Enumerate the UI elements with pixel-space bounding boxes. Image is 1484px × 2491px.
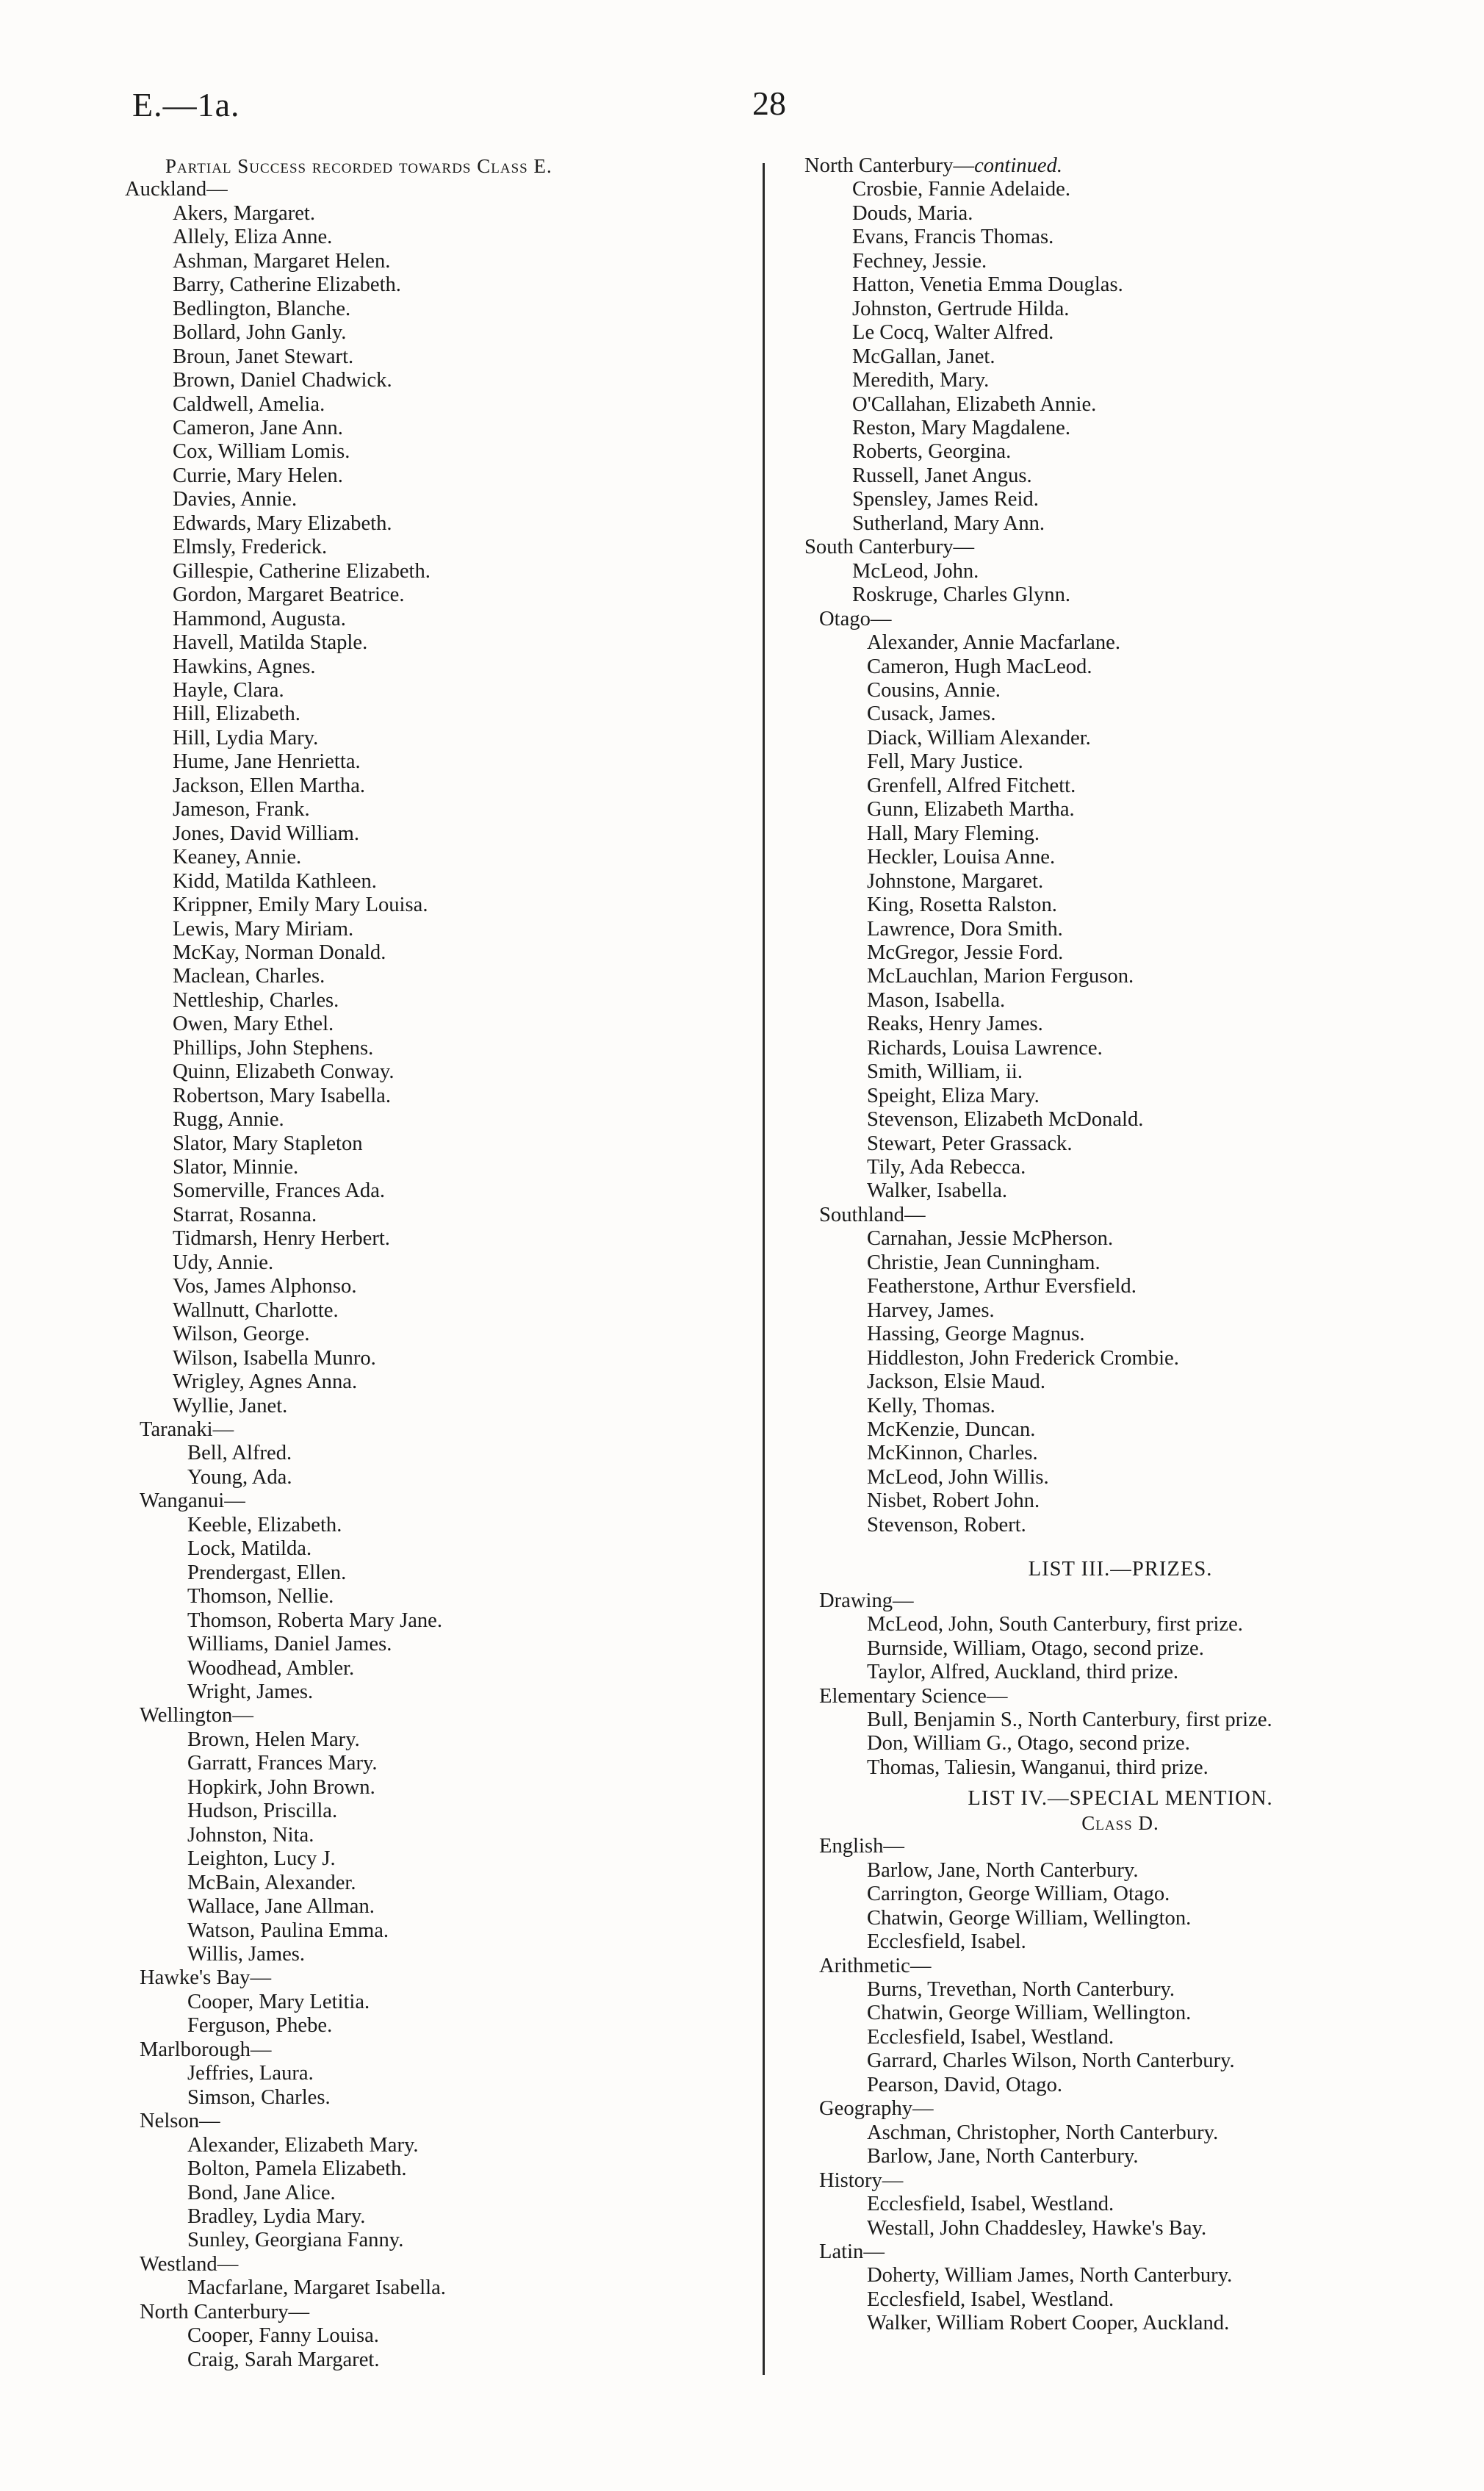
list-item: Christie, Jean Cunningham.: [867, 1251, 1101, 1274]
subject-heading: Elementary Science—: [819, 1684, 1008, 1708]
region-heading: Wanganui—: [140, 1489, 245, 1513]
list-item: Gillespie, Catherine Elizabeth.: [173, 559, 431, 583]
list-item: Macfarlane, Margaret Isabella.: [187, 2276, 446, 2300]
special-mention-heading: LIST IV.—SPECIAL MENTION.: [968, 1787, 1273, 1811]
list-item: McBain, Alexander.: [187, 1871, 356, 1894]
list-item: Russell, Janet Angus.: [852, 464, 1032, 487]
list-item: Elmsly, Frederick.: [173, 536, 328, 559]
class-d-subheading: Class D.: [1081, 1811, 1159, 1834]
list-item: Somerville, Frances Ada.: [173, 1179, 386, 1203]
list-item: Speight, Eliza Mary.: [867, 1084, 1040, 1107]
list-item: Vos, James Alphonso.: [173, 1275, 357, 1298]
list-item: Crosbie, Fannie Adelaide.: [852, 178, 1070, 201]
list-item: Stevenson, Elizabeth McDonald.: [867, 1108, 1144, 1132]
list-item: McKenzie, Duncan.: [867, 1418, 1036, 1442]
list-item: Hume, Jane Henrietta.: [173, 750, 361, 774]
list-item: Jones, David William.: [173, 822, 360, 845]
region-heading: Wellington—: [140, 1704, 253, 1728]
list-item: Roberts, Georgina.: [852, 440, 1012, 464]
list-item: Krippner, Emily Mary Louisa.: [173, 894, 428, 917]
list-item: Lawrence, Dora Smith.: [867, 917, 1063, 941]
list-item: Le Cocq, Walter Alfred.: [852, 321, 1054, 345]
list-item: Bradley, Lydia Mary.: [187, 2204, 366, 2228]
list-item: McGallan, Janet.: [852, 345, 995, 368]
list-item: Maclean, Charles.: [173, 965, 325, 988]
list-item: Chatwin, George William, Wellington.: [867, 1906, 1192, 1930]
list-item: Chatwin, George William, Wellington.: [867, 2002, 1192, 2025]
list-title: Partial Success recorded towards Class E.: [165, 155, 552, 177]
list-item: Rugg, Annie.: [173, 1108, 284, 1132]
report-code: E.—1a.: [132, 86, 240, 123]
list-item: Gunn, Elizabeth Martha.: [867, 798, 1075, 822]
list-item: Hayle, Clara.: [173, 678, 284, 702]
list-item: Meredith, Mary.: [852, 369, 990, 392]
list-item: Slator, Mary Stapleton: [173, 1132, 363, 1155]
list-item: Ashman, Margaret Helen.: [173, 249, 391, 273]
list-item: Ecclesfield, Isabel, Westland.: [867, 2025, 1114, 2049]
list-item: Ecclesfield, Isabel, Westland.: [867, 2287, 1114, 2311]
region-heading: Otago—: [819, 607, 892, 630]
list-item: Cox, William Lomis.: [173, 440, 350, 464]
list-item: Kidd, Matilda Kathleen.: [173, 869, 377, 893]
list-item: Walker, Isabella.: [867, 1179, 1008, 1203]
list-item: McLauchlan, Marion Ferguson.: [867, 965, 1134, 988]
list-item: Hill, Elizabeth.: [173, 702, 300, 726]
list-item: Broun, Janet Stewart.: [173, 345, 354, 368]
list-item: Keeble, Elizabeth.: [187, 1513, 342, 1536]
list-item: Hall, Mary Fleming.: [867, 822, 1040, 845]
list-item: Quinn, Elizabeth Conway.: [173, 1060, 395, 1084]
region-heading: Nelson—: [140, 2110, 220, 2133]
list-item: Jeffries, Laura.: [187, 2062, 314, 2085]
region-heading: South Canterbury—: [804, 536, 975, 559]
list-item: Hatton, Venetia Emma Douglas.: [852, 273, 1123, 297]
list-item: McLeod, John, South Canterbury, first prize.: [867, 1613, 1243, 1636]
region-heading: North Canterbury—: [140, 2300, 310, 2323]
list-item: McLeod, John.: [852, 559, 979, 583]
column-divider: [763, 163, 765, 2375]
list-item: Jackson, Elsie Maud.: [867, 1370, 1046, 1394]
list-item: Kelly, Thomas.: [867, 1394, 995, 1417]
list-item: Smith, William, ii.: [867, 1060, 1023, 1084]
list-item: Burnside, William, Otago, second prize.: [867, 1636, 1204, 1660]
list-item: Cooper, Mary Letitia.: [187, 1990, 370, 2013]
list-item: Garratt, Frances Mary.: [187, 1752, 378, 1775]
list-item: Wilson, Isabella Munro.: [173, 1346, 376, 1370]
list-item: Roskruge, Charles Glynn.: [852, 583, 1071, 607]
list-item: Westall, John Chaddesley, Hawke's Bay.: [867, 2216, 1207, 2240]
list-item: Cooper, Fanny Louisa.: [187, 2324, 379, 2348]
list-item: Aschman, Christopher, North Canterbury.: [867, 2121, 1219, 2144]
list-item: Johnston, Gertrude Hilda.: [852, 297, 1070, 320]
list-item: Hassing, George Magnus.: [867, 1323, 1085, 1346]
subject-heading: English—: [819, 1835, 904, 1858]
list-item: Jameson, Frank.: [173, 798, 310, 822]
list-item: Brown, Daniel Chadwick.: [173, 369, 392, 392]
list-item: Spensley, James Reid.: [852, 488, 1039, 511]
list-item: Williams, Daniel James.: [187, 1633, 392, 1656]
list-item: Wyllie, Janet.: [173, 1394, 288, 1417]
list-item: Davies, Annie.: [173, 488, 298, 511]
list-item: Bolton, Pamela Elizabeth.: [187, 2157, 407, 2181]
left-column: [125, 154, 552, 2372]
list-item: Fechney, Jessie.: [852, 249, 987, 273]
page-number: 28: [752, 85, 786, 122]
region-heading: Southland—: [819, 1203, 926, 1226]
region-heading: Auckland—: [125, 178, 228, 201]
list-item: Diack, William Alexander.: [867, 726, 1091, 750]
list-item: Burns, Trevethan, North Canterbury.: [867, 1977, 1175, 2001]
list-item: Brown, Helen Mary.: [187, 1728, 360, 1751]
list-item: Wrigley, Agnes Anna.: [173, 1370, 358, 1394]
list-item: McGregor, Jessie Ford.: [867, 941, 1064, 964]
list-item: McKinnon, Charles.: [867, 1442, 1038, 1465]
list-item: Udy, Annie.: [173, 1251, 274, 1274]
list-item: Ferguson, Phebe.: [187, 2014, 333, 2038]
list-item: Bollard, John Ganly.: [173, 321, 347, 345]
list-item: Taylor, Alfred, Auckland, third prize.: [867, 1661, 1179, 1684]
prizes-heading: LIST III.—PRIZES.: [1028, 1558, 1213, 1581]
list-item: Woodhead, Ambler.: [187, 1656, 355, 1680]
list-item: Walker, William Robert Cooper, Auckland.: [867, 2312, 1230, 2335]
subject-heading: History—: [819, 2168, 904, 2192]
list-item: Lock, Matilda.: [187, 1537, 312, 1561]
region-heading: Marlborough—: [140, 2038, 272, 2061]
list-item: Starrat, Rosanna.: [173, 1203, 317, 1226]
list-item: Barlow, Jane, North Canterbury.: [867, 1858, 1139, 1882]
list-item: Hudson, Priscilla.: [187, 1800, 338, 1823]
right-column: [804, 154, 1436, 2336]
list-item: Hiddleston, John Frederick Crombie.: [867, 1346, 1179, 1370]
list-item: Doherty, William James, North Canterbury.: [867, 2264, 1233, 2287]
list-item: Cameron, Hugh MacLeod.: [867, 655, 1092, 678]
list-item: Simson, Charles.: [187, 2085, 331, 2109]
left-sections: [125, 178, 552, 2372]
list-item: Tidmarsh, Henry Herbert.: [173, 1227, 390, 1251]
list-item: Johnstone, Margaret.: [867, 869, 1044, 893]
list-item: Heckler, Louisa Anne.: [867, 846, 1056, 869]
list-item: Bond, Jane Alice.: [187, 2181, 336, 2204]
right-sections: [804, 536, 1436, 1537]
list-item: Hammond, Augusta.: [173, 607, 346, 630]
list-item: Owen, Mary Ethel.: [173, 1013, 334, 1036]
list-item: Reaks, Henry James.: [867, 1013, 1043, 1036]
list-item: Mason, Isabella.: [867, 988, 1006, 1012]
list-item: Cusack, James.: [867, 702, 996, 726]
list-item: Allely, Eliza Anne.: [173, 226, 333, 249]
list-item: Thomson, Roberta Mary Jane.: [187, 1608, 443, 1632]
list-item: Hopkirk, John Brown.: [187, 1775, 375, 1799]
list-item: Ecclesfield, Isabel.: [867, 1930, 1026, 1954]
special-mention-groups: [804, 1835, 1436, 2336]
list-item: Fell, Mary Justice.: [867, 750, 1023, 774]
list-item: Garrard, Charles Wilson, North Canterbury.: [867, 2049, 1235, 2073]
list-item: Cameron, Jane Ann.: [173, 416, 343, 439]
list-item: Thomas, Taliesin, Wanganui, third prize.: [867, 1755, 1209, 1779]
list-item: McKay, Norman Donald.: [173, 941, 386, 964]
list-item: Havell, Matilda Staple.: [173, 631, 368, 655]
region-heading: Hawke's Bay—: [140, 1966, 272, 1990]
list-item: Nettleship, Charles.: [173, 988, 339, 1012]
list-item: Akers, Margaret.: [173, 201, 315, 225]
list-item: Nisbet, Robert John.: [867, 1489, 1040, 1513]
list-item: Harvey, James.: [867, 1298, 995, 1322]
list-item: Stevenson, Robert.: [867, 1513, 1026, 1536]
list-item: Alexander, Annie Macfarlane.: [867, 631, 1120, 655]
list-item: Watson, Paulina Emma.: [187, 1919, 389, 1942]
list-item: Wilson, George.: [173, 1323, 310, 1346]
list-item: Bedlington, Blanche.: [173, 297, 351, 320]
continued-region: North Canterbury—continued.: [804, 154, 1062, 177]
list-item: Phillips, John Stephens.: [173, 1036, 374, 1060]
list-item: Stewart, Peter Grassack.: [867, 1132, 1073, 1155]
continued-names: [804, 178, 1436, 536]
list-item: Caldwell, Amelia.: [173, 392, 325, 416]
list-item: Willis, James.: [187, 1942, 306, 1966]
subject-heading: Arithmetic—: [819, 1954, 932, 1977]
list-item: Carrington, George William, Otago.: [867, 1883, 1170, 1906]
list-item: Wright, James.: [187, 1681, 314, 1703]
list-item: Richards, Louisa Lawrence.: [867, 1036, 1103, 1060]
region-heading: Westland—: [140, 2252, 239, 2276]
region-heading: Taranaki—: [140, 1418, 234, 1442]
list-item: Young, Ada.: [187, 1465, 292, 1489]
list-item: Lewis, Mary Miriam.: [173, 917, 354, 941]
list-item: Pearson, David, Otago.: [867, 2073, 1063, 2096]
list-item: King, Rosetta Ralston.: [867, 894, 1057, 917]
list-item: Thomson, Nellie.: [187, 1585, 334, 1608]
list-item: Alexander, Elizabeth Mary.: [187, 2133, 419, 2157]
list-item: Wallnutt, Charlotte.: [173, 1298, 339, 1322]
subject-heading: Geography—: [819, 2097, 934, 2121]
list-item: O'Callahan, Elizabeth Annie.: [852, 392, 1097, 416]
list-item: Cousins, Annie.: [867, 678, 1001, 702]
list-item: Featherstone, Arthur Eversfield.: [867, 1275, 1137, 1298]
list-item: Barry, Catherine Elizabeth.: [173, 273, 401, 297]
subject-heading: Drawing—: [819, 1589, 914, 1612]
list-item: Prendergast, Ellen.: [187, 1561, 347, 1584]
list-item: Hawkins, Agnes.: [173, 655, 316, 678]
list-item: Bull, Benjamin S., North Canterbury, first prize.: [867, 1708, 1272, 1731]
list-item: Barlow, Jane, North Canterbury.: [867, 2145, 1139, 2168]
list-item: Slator, Minnie.: [173, 1156, 299, 1179]
list-item: Leighton, Lucy J.: [187, 1847, 336, 1871]
list-item: Ecclesfield, Isabel, Westland.: [867, 2193, 1114, 2216]
list-item: Robertson, Mary Isabella.: [173, 1084, 391, 1107]
list-item: Johnston, Nita.: [187, 1823, 314, 1847]
list-item: Gordon, Margaret Beatrice.: [173, 583, 405, 607]
list-item: Craig, Sarah Margaret.: [187, 2348, 380, 2371]
list-item: Keaney, Annie.: [173, 846, 302, 869]
list-item: Edwards, Mary Elizabeth.: [173, 511, 392, 535]
list-item: Hill, Lydia Mary.: [173, 726, 319, 750]
list-item: Jackson, Ellen Martha.: [173, 774, 366, 797]
subject-heading: Latin—: [819, 2240, 885, 2263]
list-item: Reston, Mary Magdalene.: [852, 416, 1070, 439]
list-item: Douds, Maria.: [852, 201, 973, 225]
list-item: Carnahan, Jessie McPherson.: [867, 1227, 1114, 1251]
list-item: Wallace, Jane Allman.: [187, 1895, 375, 1919]
list-item: McLeod, John Willis.: [867, 1465, 1049, 1489]
list-item: Evans, Francis Thomas.: [852, 226, 1054, 249]
list-item: Tily, Ada Rebecca.: [867, 1156, 1026, 1179]
list-item: Sutherland, Mary Ann.: [852, 511, 1045, 535]
list-item: Sunley, Georgiana Fanny.: [187, 2229, 404, 2252]
list-item: Currie, Mary Helen.: [173, 464, 343, 487]
list-item: Don, William G., Otago, second prize.: [867, 1732, 1190, 1755]
list-item: Grenfell, Alfred Fitchett.: [867, 774, 1076, 797]
prize-groups: [804, 1589, 1436, 1780]
list-item: Bell, Alfred.: [187, 1442, 292, 1465]
